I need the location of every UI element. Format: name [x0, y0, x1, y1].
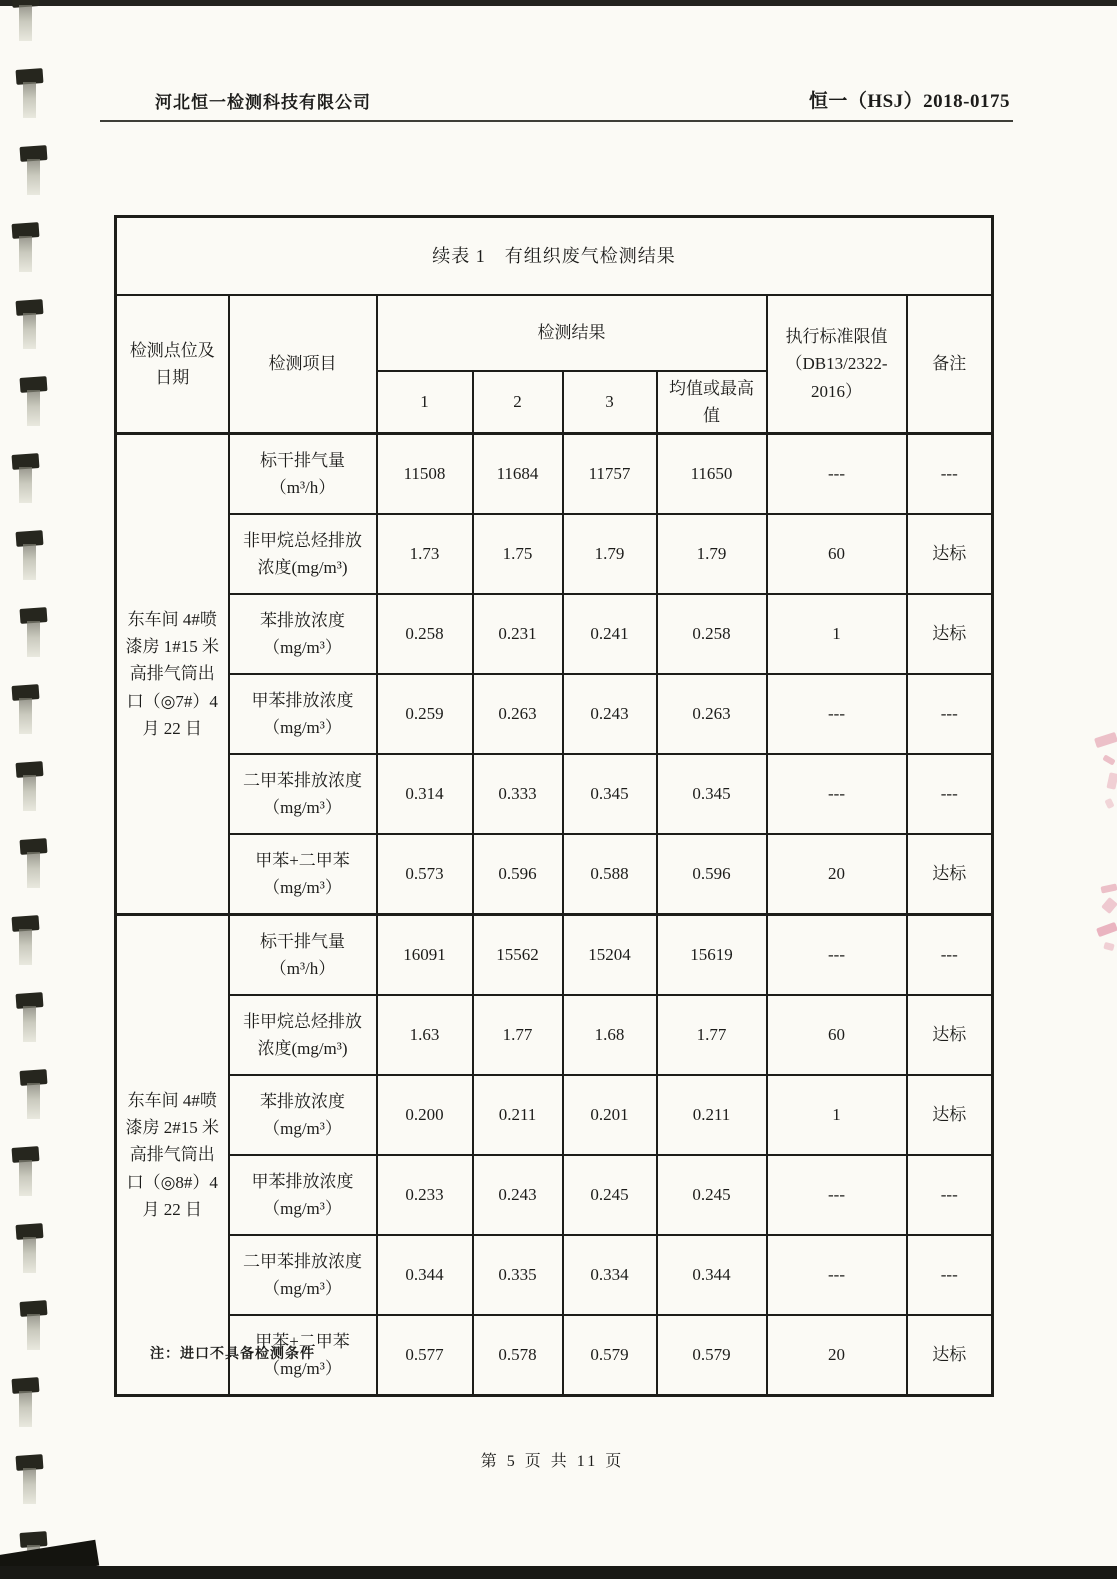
value-cell: 0.263 [657, 674, 767, 754]
limit-cell: --- [767, 915, 907, 996]
remark-cell: 达标 [907, 834, 993, 915]
company-name: 河北恒一检测科技有限公司 [155, 93, 371, 112]
report-number: 恒一（HSJ）2018-0175 [808, 91, 1010, 112]
col-header-remark: 备注 [907, 295, 993, 434]
value-cell: 0.344 [377, 1235, 473, 1315]
remark-cell: 达标 [907, 1315, 993, 1396]
value-cell: 0.245 [657, 1155, 767, 1235]
binding-hole [20, 377, 47, 426]
value-cell: 1.79 [563, 514, 657, 594]
value-cell: 0.258 [377, 594, 473, 674]
scan-edge-bottom [0, 1566, 1117, 1579]
table-note: 注：进口不具备检测条件 [150, 1347, 315, 1362]
value-cell: 16091 [377, 915, 473, 996]
limit-cell: 20 [767, 1315, 907, 1396]
item-label: 二甲苯排放浓度（mg/m³） [229, 754, 377, 834]
value-cell: 0.241 [563, 594, 657, 674]
value-cell: 0.233 [377, 1155, 473, 1235]
limit-cell: --- [767, 1155, 907, 1235]
value-cell: 0.345 [657, 754, 767, 834]
binding-hole [16, 1455, 43, 1504]
value-cell: 0.334 [563, 1235, 657, 1315]
col-header-limit: 执行标准限值（DB13/2322-2016） [767, 295, 907, 434]
red-stamp-fragment-bottom [1091, 885, 1117, 965]
value-cell: 11757 [563, 434, 657, 515]
value-cell: 15562 [473, 915, 563, 996]
binding-hole [16, 1224, 43, 1273]
binding-hole [12, 454, 39, 503]
col-subheader-1: 1 [377, 371, 473, 434]
value-cell: 0.579 [563, 1315, 657, 1396]
col-subheader-2: 2 [473, 371, 563, 434]
value-cell: 0.344 [657, 1235, 767, 1315]
value-cell: 0.577 [377, 1315, 473, 1396]
location-cell-group1: 东车间 4#喷漆房 1#15 米高排气筒出口（◎7#）4 月 22 日 [116, 434, 229, 915]
value-cell: 0.345 [563, 754, 657, 834]
item-label: 苯排放浓度（mg/m³） [229, 594, 377, 674]
item-label: 标干排气量（m³/h） [229, 915, 377, 996]
item-label: 甲苯排放浓度（mg/m³） [229, 1155, 377, 1235]
remark-cell: --- [907, 434, 993, 515]
binding-hole [16, 531, 43, 580]
value-cell: 0.588 [563, 834, 657, 915]
limit-cell: 20 [767, 834, 907, 915]
value-cell: 0.231 [473, 594, 563, 674]
value-cell: 0.596 [657, 834, 767, 915]
binding-hole [16, 69, 43, 118]
item-label: 苯排放浓度（mg/m³） [229, 1075, 377, 1155]
remark-cell: --- [907, 674, 993, 754]
value-cell: 0.243 [473, 1155, 563, 1235]
value-cell: 1.77 [657, 995, 767, 1075]
binding-hole [12, 916, 39, 965]
binding-hole [20, 1301, 47, 1350]
value-cell: 0.258 [657, 594, 767, 674]
value-cell: 0.245 [563, 1155, 657, 1235]
col-subheader-3: 3 [563, 371, 657, 434]
remark-cell: --- [907, 1235, 993, 1315]
value-cell: 0.263 [473, 674, 563, 754]
binding-hole [20, 146, 47, 195]
item-label: 二甲苯排放浓度（mg/m³） [229, 1235, 377, 1315]
item-label: 标干排气量（m³/h） [229, 434, 377, 515]
col-header-item: 检测项目 [229, 295, 377, 434]
item-label: 甲苯+二甲苯（mg/m³） [229, 1315, 377, 1396]
scan-edge-top [0, 0, 1117, 6]
value-cell: 0.211 [473, 1075, 563, 1155]
col-header-location: 检测点位及日期 [116, 295, 229, 434]
limit-cell: 60 [767, 995, 907, 1075]
value-cell: 0.314 [377, 754, 473, 834]
binding-hole [20, 1070, 47, 1119]
limit-cell: --- [767, 1235, 907, 1315]
location-cell-group2: 东车间 4#喷漆房 2#15 米高排气筒出口（◎8#）4 月 22 日 [116, 915, 229, 1396]
value-cell: 0.578 [473, 1315, 563, 1396]
binding-hole [16, 300, 43, 349]
red-stamp-fragment-top [1091, 735, 1117, 825]
value-cell: 1.73 [377, 514, 473, 594]
value-cell: 11684 [473, 434, 563, 515]
value-cell: 15619 [657, 915, 767, 996]
binding-hole [16, 993, 43, 1042]
remark-cell: --- [907, 1155, 993, 1235]
binding-hole [12, 0, 39, 41]
remark-cell: --- [907, 915, 993, 996]
limit-cell: --- [767, 754, 907, 834]
item-label: 非甲烷总烃排放浓度(mg/m³) [229, 514, 377, 594]
binding-hole [20, 839, 47, 888]
item-label: 甲苯排放浓度（mg/m³） [229, 674, 377, 754]
remark-cell: 达标 [907, 594, 993, 674]
value-cell: 0.573 [377, 834, 473, 915]
value-cell: 1.77 [473, 995, 563, 1075]
value-cell: 0.243 [563, 674, 657, 754]
limit-cell: 1 [767, 594, 907, 674]
binding-strip [0, 0, 70, 1579]
col-header-results: 检测结果 [377, 295, 767, 371]
limit-cell: 60 [767, 514, 907, 594]
binding-hole [12, 685, 39, 734]
value-cell: 1.79 [657, 514, 767, 594]
value-cell: 1.63 [377, 995, 473, 1075]
binding-hole [20, 608, 47, 657]
item-label: 非甲烷总烃排放浓度(mg/m³) [229, 995, 377, 1075]
value-cell: 0.211 [657, 1075, 767, 1155]
results-table [114, 215, 994, 1397]
value-cell: 0.200 [377, 1075, 473, 1155]
value-cell: 15204 [563, 915, 657, 996]
item-label: 甲苯+二甲苯（mg/m³） [229, 834, 377, 915]
remark-cell: 达标 [907, 995, 993, 1075]
value-cell: 0.335 [473, 1235, 563, 1315]
page-number: 第 5 页 共 11 页 [480, 1453, 625, 1470]
value-cell: 0.259 [377, 674, 473, 754]
remark-cell: --- [907, 754, 993, 834]
limit-cell: 1 [767, 1075, 907, 1155]
value-cell: 11650 [657, 434, 767, 515]
binding-hole [12, 223, 39, 272]
binding-hole [12, 1378, 39, 1427]
binding-hole [12, 1147, 39, 1196]
value-cell: 0.333 [473, 754, 563, 834]
value-cell: 0.201 [563, 1075, 657, 1155]
value-cell: 11508 [377, 434, 473, 515]
document-header [100, 88, 1013, 122]
value-cell: 1.68 [563, 995, 657, 1075]
col-subheader-avg: 均值或最高值 [657, 371, 767, 434]
remark-cell: 达标 [907, 1075, 993, 1155]
value-cell: 0.596 [473, 834, 563, 915]
value-cell: 1.75 [473, 514, 563, 594]
value-cell: 0.579 [657, 1315, 767, 1396]
limit-cell: --- [767, 434, 907, 515]
limit-cell: --- [767, 674, 907, 754]
binding-hole [16, 762, 43, 811]
table-title: 续表 1 有组织废气检测结果 [116, 217, 993, 296]
remark-cell: 达标 [907, 514, 993, 594]
